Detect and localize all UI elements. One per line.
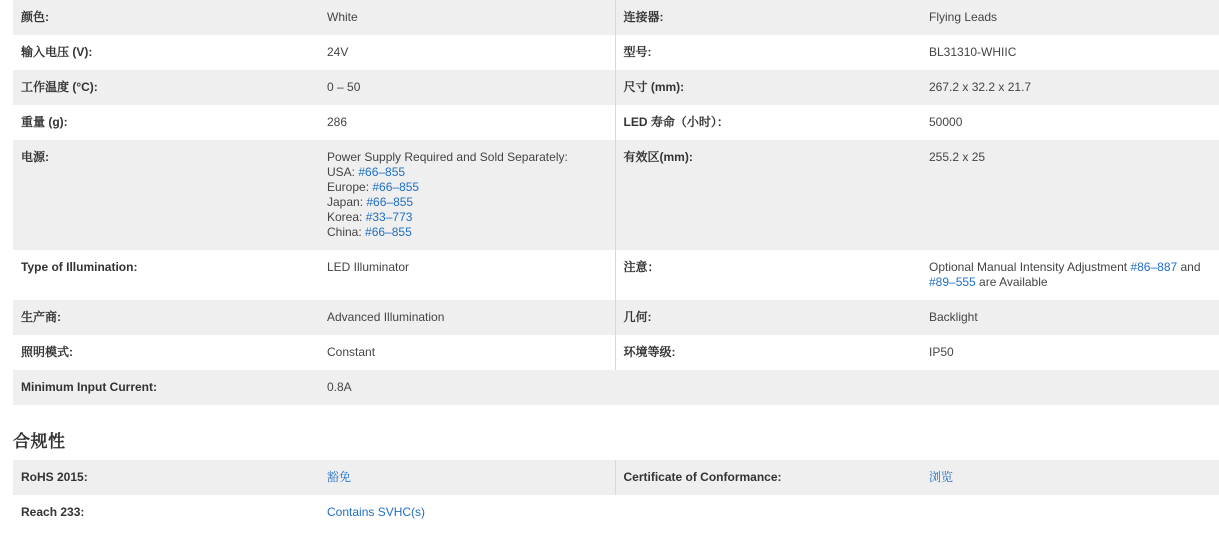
japan-part-link[interactable]: #66–855 [366,195,414,209]
table-row [13,495,1219,530]
compliance-label: RoHS 2015: [13,460,319,495]
power-supply-japan: Japan: #66–855 [327,195,414,209]
spec-value: BL31310-WHIIC [921,35,1219,70]
table-row [13,250,1219,300]
table-row [13,460,1219,495]
power-supply-value [319,140,615,250]
compliance-value [921,495,1219,530]
china-part-link[interactable]: #66–855 [365,225,412,239]
spec-value: Flying Leads [921,0,1219,35]
power-supply-korea: Korea: #33–773 [327,210,413,224]
spec-label: 输入电压 (V): [13,35,319,70]
compliance-value [921,460,1219,495]
spec-label: Minimum Input Current: [13,370,319,405]
spec-value: 0 – 50 [319,70,615,105]
specifications-table [13,0,1219,405]
compliance-value [319,495,615,530]
reach-svhc-link[interactable]: Contains SVHC(s) [327,505,426,519]
spec-value: Constant [319,335,615,370]
note-part-link-2[interactable]: #89–555 [929,275,976,289]
spec-value: 286 [319,105,615,140]
spec-label: 型号: [615,35,921,70]
spec-label: LED 寿命（小时）： [615,105,921,140]
spec-label: 尺寸 (mm): [615,70,921,105]
spec-value: 267.2 x 32.2 x 21.7 [921,70,1219,105]
table-row [13,70,1219,105]
spec-value [921,370,1219,405]
spec-value: Backlight [921,300,1219,335]
usa-part-link[interactable]: #66–855 [358,165,406,179]
spec-label: 颜色: [13,0,319,35]
spec-label: 注意： [615,250,921,300]
spec-value: White [319,0,615,35]
coc-view-link[interactable]: 浏览 [929,470,954,484]
spec-value: 255.2 x 25 [921,140,1219,250]
spec-label: 连接器: [615,0,921,35]
spec-label: 电源: [13,140,319,250]
spec-label: 生产商: [13,300,319,335]
table-row [13,335,1219,370]
table-row [13,300,1219,335]
spec-label: 环境等级: [615,335,921,370]
compliance-value [319,460,615,495]
rohs-exemption-link[interactable]: 豁免 [327,470,352,484]
spec-label: 有效区(mm): [615,140,921,250]
spec-label [615,370,921,405]
power-supply-note: Power Supply Required and Sold Separately: [327,150,568,164]
table-row [13,105,1219,140]
table-row [13,370,1219,405]
europe-part-link[interactable]: #66–855 [372,180,420,194]
table-row [13,0,1219,35]
compliance-label [615,495,921,530]
spec-value: LED Illuminator [319,250,615,300]
power-supply-europe: Europe: #66–855 [327,180,420,194]
power-supply-china: China: #66–855 [327,225,412,239]
spec-value: 0.8A [319,370,615,405]
spec-value: 24V [319,35,615,70]
compliance-label: Certificate of Conformance: [615,460,921,495]
spec-label: 工作温度 (°C): [13,70,319,105]
note-value: Optional Manual Intensity Adjustment #86–887 and #89–555 are Available [921,250,1219,300]
compliance-heading: 合规性 [13,432,66,451]
spec-label: 重量 (g): [13,105,319,140]
spec-label: 照明模式: [13,335,319,370]
compliance-label: Reach 233: [13,495,319,530]
spec-value: 50000 [921,105,1219,140]
spec-value: Advanced Illumination [319,300,615,335]
spec-label: Type of Illumination: [13,250,319,300]
compliance-table [13,460,1219,530]
power-supply-usa: USA: #66–855 [327,165,406,179]
table-row [13,140,1219,250]
korea-part-link[interactable]: #33–773 [365,210,413,224]
note-part-link-1[interactable]: #86–887 [1130,260,1178,274]
spec-value: IP50 [921,335,1219,370]
spec-label: 几何: [615,300,921,335]
table-row [13,35,1219,70]
